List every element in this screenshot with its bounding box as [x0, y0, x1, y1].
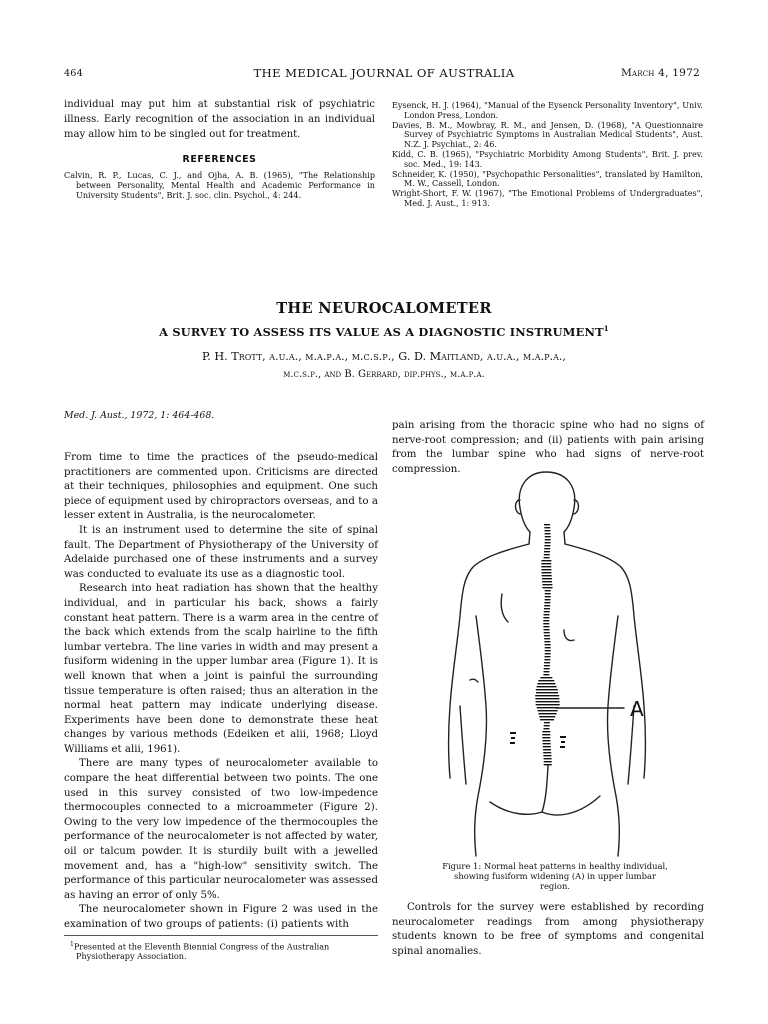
spine-heat-mark	[545, 644, 551, 645]
spine-heat-mark	[544, 545, 550, 546]
spine-heat-mark	[545, 536, 551, 537]
article-subtitle-text: A SURVEY TO ASSESS ITS VALUE AS A DIAGNOSTIC INSTRUMENT	[159, 324, 604, 339]
neck-left	[529, 532, 530, 544]
authors-line-2: m.c.s.p., and B. Gerrard, dip.phys., m.a.p.a.	[283, 369, 485, 380]
spine-heat-mark	[543, 743, 551, 744]
spine-heat-mark	[542, 731, 550, 732]
spine-heat-mark	[539, 716, 555, 717]
spine-heat-mark	[542, 581, 552, 582]
spine-heat-mark	[545, 599, 551, 600]
spine-heat-mark	[545, 656, 551, 657]
body-paragraph: There are many types of neurocalometer available to compare the heat differential between two points. The one used in this survey consisted of two low-impedence thermocouples connected to a microammeter (Figure 2). Owing to the very low impedence of the thermocouples the performance of the neurocalometer is not affected by water, oil or talcum powder. It is sturdily built with a jewelled movement and, has a "high-low" sensitivity switch. The performance of this particular neurocalometer was assessed as having an error of only 5%.	[64, 758, 378, 901]
spine-heat-mark	[544, 629, 550, 630]
spine-heat-mark	[542, 572, 552, 573]
spine-heat-mark	[544, 548, 550, 549]
spine-heat-mark	[544, 557, 550, 558]
spine-heat-mark	[544, 665, 550, 666]
spine-heat-mark	[536, 704, 560, 705]
spine-heat-mark	[538, 680, 554, 681]
spine-heat-mark	[536, 692, 558, 693]
spine-heat-mark	[543, 617, 549, 618]
spine-heat-mark	[543, 587, 553, 588]
spine-heat-mark	[544, 722, 550, 723]
spine-heat-mark	[543, 623, 549, 624]
spine-heat-mark	[544, 641, 550, 642]
head-outline-left	[520, 508, 530, 532]
right-dimple-mark	[560, 736, 566, 738]
footnote-text: Presented at the Eleventh Biennial Congress of the Australian Physiotherapy Association.	[73, 941, 330, 962]
spine-heat-mark	[542, 578, 552, 579]
spine-heat-mark	[543, 620, 549, 621]
references-list-left	[64, 171, 375, 200]
left-column-body	[64, 451, 378, 933]
left-inner-arm	[460, 706, 466, 784]
spine-heat-mark	[542, 734, 550, 735]
spine-heat-mark	[537, 686, 557, 687]
spine-heat-mark	[536, 689, 558, 690]
spine-heat-mark	[544, 527, 550, 528]
spine-heat-mark	[544, 635, 550, 636]
spine-heat-mark	[544, 551, 550, 552]
lumbar-dimple-marks	[510, 732, 566, 748]
article-citation: Med. J. Aust., 1972, 1: 464-468.	[64, 410, 215, 421]
spine-heat-mark	[544, 608, 550, 609]
spine-heat-mark	[545, 653, 551, 654]
body-paragraph: pain arising from the thoracic spine who had no signs of nerve-root compression; and (ii) patients with pain arising from the lumbar spine who had signs of nerve-root compression.	[392, 420, 704, 475]
left-scapula-mark	[501, 594, 508, 622]
footnote	[64, 940, 390, 962]
previous-article-conclusion: individual may put him at substantial risk of psychiatric illness. Early recognition of the association in an individual may allow him to be singled out for treatment.	[64, 99, 375, 140]
body-paragraph: From time to time the practices of the pseudo-medical practitioners are commented upon. Criticisms are directed at their techniques, philosophies and equipment. One such piece of equipment used by chiropractors overseas, and to a lesser extent in Australia, is the neurocalometer.	[64, 452, 378, 522]
spine-heat-mark	[544, 662, 550, 663]
right-dimple-mark	[560, 746, 565, 748]
spine-heat-mark	[543, 674, 549, 675]
neck-right	[564, 532, 565, 544]
spine-heat-mark	[540, 677, 552, 678]
figure-1-caption: Figure 1: Normal heat patterns in healthy individual, showing fusiform widening (A) in upper lumbar region.	[442, 861, 668, 891]
reference-item: Kidd, C. B. (1965), "Psychiatric Morbidity Among Students", Brit. J. prev. soc. Med., 19: 143.	[392, 148, 703, 169]
left-waist-mark	[470, 679, 478, 682]
reference-item: Calvin, R. P., Lucas, C. J., and Ojha, A. B. (1965), "The Relationship between Personality, Mental Health and Academic Performance in University Students", Brit. J. soc. clin. Psychol., 4: 244.	[64, 170, 375, 200]
right-scapula-mark	[564, 630, 574, 641]
spine-heat-mark	[545, 539, 551, 540]
spine-heat-mark	[544, 524, 550, 525]
reference-item: Eysenck, H. J. (1964), "Manual of the Eysenck Personality Inventory", Univ. London Press, London.	[392, 100, 703, 120]
spine-heat-mark	[538, 710, 558, 711]
spine-heat-mark	[544, 668, 550, 669]
figure-label-a: A	[630, 697, 644, 721]
spine-heat-mark	[541, 569, 551, 570]
spine-heat-mark	[535, 695, 559, 696]
left-dimple-mark	[510, 742, 515, 744]
reference-item: Davies, B. M., Mowbray, R. M., and Jensen, D. (1968), "A Questionnaire Survey of Psychiatric Symptoms in Australian Medical Students", Aust. N.Z. J. Psychiat., 2: 46.	[392, 119, 703, 150]
article-subtitle	[0, 324, 768, 339]
spine-heat-mark	[544, 725, 550, 726]
spine-heat-mark	[542, 740, 550, 741]
footnote-marker: 1	[70, 941, 74, 948]
spine-heat-pattern	[535, 524, 560, 765]
spine-heat-mark	[540, 719, 554, 720]
spine-heat-mark	[535, 698, 559, 699]
spine-heat-mark	[537, 707, 559, 708]
journal-title: THE MEDICAL JOURNAL OF AUSTRALIA	[253, 66, 515, 80]
head-outline	[519, 472, 575, 532]
spine-heat-mark	[543, 749, 551, 750]
body-paragraph: It is an instrument used to determine the site of spinal fault. The Department of Physiotherapy of the University of Adelaide purchased one of these instruments and a survey was conducted to evaluate its use as a diagnostic tool.	[64, 524, 378, 580]
references-heading: REFERENCES	[182, 154, 257, 165]
spine-heat-mark	[545, 590, 551, 591]
spine-heat-mark	[544, 764, 552, 765]
spine-heat-mark	[544, 728, 550, 729]
spine-heat-mark	[541, 566, 551, 567]
spine-heat-mark	[545, 542, 551, 543]
spine-heat-mark	[541, 563, 551, 564]
spine-heat-mark	[544, 758, 552, 759]
body-paragraph: The neurocalometer shown in Figure 2 was used in the examination of two groups of patients: (i) patients with	[64, 904, 378, 930]
spine-heat-mark	[545, 530, 551, 531]
spine-heat-mark	[541, 560, 551, 561]
left-dimple-mark	[510, 732, 516, 734]
footnote-rule	[64, 935, 378, 936]
spine-heat-mark	[544, 671, 550, 672]
right-buttock	[542, 796, 600, 815]
spine-heat-mark	[536, 701, 560, 702]
spine-heat-mark	[543, 626, 549, 627]
page-number: 464	[64, 68, 83, 79]
right-column-bottom-text	[392, 901, 704, 959]
spine-heat-mark	[544, 605, 550, 606]
spine-heat-mark	[545, 596, 551, 597]
spine-heat-mark	[542, 737, 550, 738]
left-buttock	[490, 802, 542, 814]
left-trunk	[475, 616, 487, 856]
spine-heat-mark	[543, 755, 551, 756]
body-paragraph: Controls for the survey were established by recording neurocalometer readings from among physiotherapy students known to be free of symptoms and congenital spinal anomalies.	[392, 902, 704, 957]
left-shoulder-arm	[449, 544, 530, 778]
right-dimple-mark	[561, 741, 565, 743]
authors-line-1: P. H. Trott, a.u.a., m.a.p.a., m.c.s.p., G. D. Maitland, a.u.a., m.a.p.a.,	[202, 350, 566, 363]
spine-heat-mark	[544, 602, 550, 603]
spine-heat-mark	[545, 647, 551, 648]
issue-date: March 4, 1972	[620, 67, 700, 79]
spine-heat-mark	[544, 632, 550, 633]
spine-heat-mark	[544, 554, 550, 555]
spine-heat-mark	[544, 614, 550, 615]
right-shoulder-arm	[565, 544, 646, 778]
spine-heat-mark	[543, 752, 551, 753]
spine-heat-mark	[544, 761, 552, 762]
left-dimple-mark	[511, 737, 515, 739]
spine-heat-mark	[545, 650, 551, 651]
buttock-cleft	[542, 766, 548, 812]
references-list-right	[392, 101, 703, 209]
spine-heat-mark	[542, 584, 552, 585]
subtitle-footnote-marker: 1	[603, 324, 609, 333]
reference-item: Schneider, K. (1950), "Psychopathic Personalities", translated by Hamilton, M. W., Cassell, London.	[392, 168, 703, 189]
figure-1-back-illustration	[430, 466, 670, 860]
spine-heat-mark	[542, 575, 552, 576]
body-paragraph: Research into heat radiation has shown that the healthy individual, and in particular his back, shows a fairly constant heat pattern. There is a warm area in the centre of the back which extends from the scalp hairline to the fifth lumbar vertebra. The line varies in width and may present a fusiform widening in the upper lumbar area (Figure 1). It is well known that when a joint is painful the surrounding tissue temperature is often raised; thus an alteration in the normal heat pattern may indicate underlying disease. Experiments have been done to demonstrate these heat changes by various methods (Edeiken et alii, 1968; Lloyd Williams et alii, 1961).	[64, 583, 378, 755]
spine-heat-mark	[545, 533, 551, 534]
spine-heat-mark	[543, 746, 551, 747]
spine-heat-mark	[537, 683, 555, 684]
spine-heat-mark	[544, 638, 550, 639]
spine-heat-mark	[545, 593, 551, 594]
article-title: THE NEUROCALOMETER	[276, 300, 492, 317]
spine-heat-mark	[544, 659, 550, 660]
reference-item: Wright-Short, F. W. (1967), "The Emotional Problems of Undergraduates", Med. J. Aust., 1: 913.	[392, 188, 703, 208]
right-trunk	[607, 616, 619, 856]
spine-heat-mark	[544, 611, 550, 612]
spine-heat-mark	[539, 713, 557, 714]
